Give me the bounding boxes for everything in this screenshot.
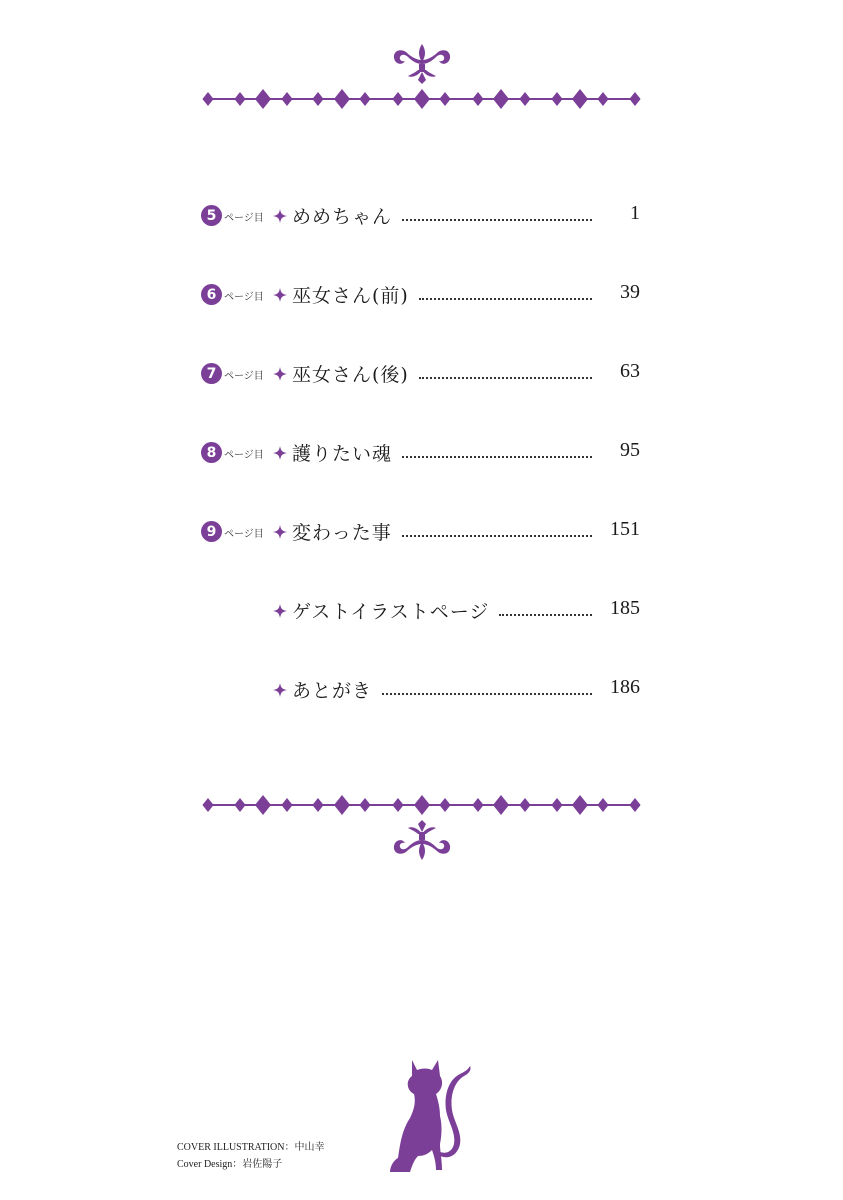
divider-diamond (519, 798, 530, 812)
entry-title: あとがき (292, 680, 373, 702)
divider-diamond (312, 798, 323, 812)
chapter-number-badge: 9 (201, 521, 222, 542)
dot-leader (382, 693, 592, 695)
entry-title: 巫女さん(後) (292, 364, 409, 386)
dot-leader (419, 377, 592, 379)
chapter-number-badge: 7 (201, 363, 222, 384)
divider-diamond (439, 92, 450, 106)
page-word-label: ページ目 (224, 292, 264, 303)
divider-diamond (414, 795, 430, 815)
page-word-label: ページ目 (224, 529, 264, 540)
four-point-star-icon (273, 683, 287, 697)
divider-diamond (551, 798, 562, 812)
credit-illustration: COVER ILLUSTRATION：中山幸 (177, 1142, 325, 1153)
toc-entry[interactable] (0, 199, 843, 239)
entry-page-number: 151 (610, 518, 640, 540)
divider-diamond (359, 798, 370, 812)
entry-title: 巫女さん(前) (292, 285, 409, 307)
divider-diamond (234, 798, 245, 812)
divider-diamond (439, 798, 450, 812)
entry-page-number: 63 (620, 360, 640, 382)
divider-diamond (597, 92, 608, 106)
divider-diamond (597, 798, 608, 812)
chapter-number-badge: 6 (201, 284, 222, 305)
divider-diamond (359, 92, 370, 106)
divider-diamond (334, 89, 350, 109)
divider-diamond (255, 795, 271, 815)
dot-leader (402, 456, 592, 458)
entry-page-number: 185 (610, 597, 640, 619)
four-point-star-icon (273, 446, 287, 460)
bottom-fleur-ornament (390, 818, 454, 862)
divider-diamond (312, 92, 323, 106)
divider-diamond (472, 798, 483, 812)
credit-design: Cover Design：岩佐陽子 (177, 1159, 283, 1170)
dot-leader (402, 219, 592, 221)
credits (177, 1139, 325, 1173)
divider-diamond (281, 798, 292, 812)
divider-diamond (255, 89, 271, 109)
toc-entry[interactable] (0, 436, 843, 476)
divider-diamond (392, 798, 403, 812)
page-word-label: ページ目 (224, 213, 264, 224)
entry-page-number: 1 (630, 202, 640, 224)
divider-diamond (629, 92, 640, 106)
divider-diamond (551, 92, 562, 106)
divider-diamond (414, 89, 430, 109)
four-point-star-icon (273, 209, 287, 223)
divider-diamond (572, 89, 588, 109)
page-word-label: ページ目 (224, 371, 264, 382)
divider-diamond (493, 795, 509, 815)
toc-entry[interactable] (0, 594, 843, 634)
four-point-star-icon (273, 367, 287, 381)
entry-page-number: 186 (610, 676, 640, 698)
cat-silhouette (384, 1048, 476, 1176)
divider-diamond (493, 89, 509, 109)
entry-title: 変わった事 (292, 522, 392, 544)
four-point-star-icon (273, 525, 287, 539)
four-point-star-icon (273, 604, 287, 618)
divider-diamond (202, 92, 213, 106)
dot-leader (419, 298, 592, 300)
dot-leader (402, 535, 592, 537)
dot-leader (499, 614, 592, 616)
divider-diamond (234, 92, 245, 106)
divider-diamond (281, 92, 292, 106)
entry-title: ゲストイラストページ (292, 601, 490, 623)
bottom-divider (0, 794, 843, 816)
entry-title: 護りたい魂 (292, 443, 393, 465)
divider-diamond (392, 92, 403, 106)
toc-entry[interactable] (0, 278, 843, 318)
entry-page-number: 95 (620, 439, 640, 461)
divider-diamond (519, 92, 530, 106)
top-fleur-ornament (390, 42, 454, 86)
top-divider (0, 88, 843, 110)
chapter-number-badge: 8 (201, 442, 222, 463)
divider-diamond (572, 795, 588, 815)
divider-diamond (472, 92, 483, 106)
toc-entry[interactable] (0, 673, 843, 713)
page-word-label: ページ目 (224, 450, 264, 461)
toc-entry[interactable] (0, 357, 843, 397)
entry-page-number: 39 (620, 281, 640, 303)
four-point-star-icon (273, 288, 287, 302)
entry-title: めめちゃん (292, 206, 393, 228)
divider-diamond (334, 795, 350, 815)
divider-diamond (202, 798, 213, 812)
divider-diamond (629, 798, 640, 812)
chapter-number-badge: 5 (201, 205, 222, 226)
toc-entry[interactable] (0, 515, 843, 555)
